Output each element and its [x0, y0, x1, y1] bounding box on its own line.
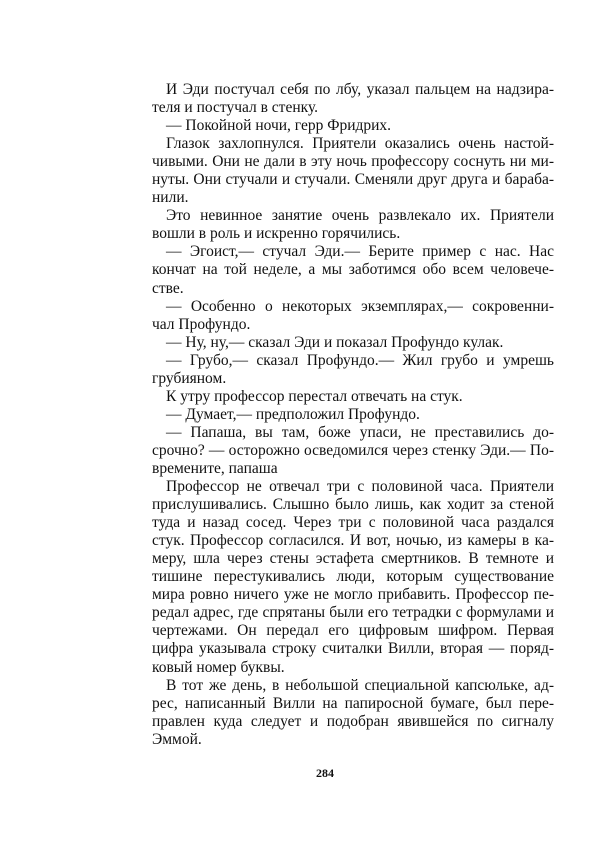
- text-line: К утру профессор перестал отвечать на стук.: [166, 387, 463, 405]
- text-line: грубияном.: [152, 369, 227, 387]
- text-line: чертежами. Он передал его цифровым шифром. Первая: [152, 622, 554, 640]
- text-line: чивыми. Они не дали в эту ночь профессору соснуть ни ми-: [152, 153, 554, 171]
- text-line: В тот же день, в небольшой специальной капсюльке, ад-: [166, 676, 554, 694]
- text-line: Профессор не отвечал три с половиной часа. Приятели: [166, 478, 554, 496]
- text-line: Эммой.: [152, 730, 202, 748]
- text-line: цифра указывала строку считалки Вилли, вторая — поряд-: [152, 640, 554, 658]
- text-line: — Эгоист,— стучал Эди.— Берите пример с нас. Нас: [166, 243, 554, 261]
- text-line: — Ну, ну,— сказал Эди и показал Профундо кулак.: [166, 333, 504, 351]
- text-line: вошли в роль и искренно горячились.: [152, 225, 401, 243]
- text-line: мира ровно ничего уже не могло прибавить. Профессор пе-: [152, 586, 554, 604]
- text-line: стук. Профессор согласился. И вот, ночью, из камеры в ка-: [152, 532, 554, 550]
- text-line: стве.: [152, 279, 184, 297]
- text-line: срочно? — осторожно осведомился через стенку Эди.— По-: [152, 441, 554, 459]
- text-line: туда и назад сосед. Через три с половиной часа раздался: [152, 514, 554, 532]
- text-line: прислушивались. Слышно было лишь, как ходит за стеной: [152, 496, 554, 514]
- text-line: — Особенно о некоторых экземплярах,— сокровенни-: [166, 297, 554, 315]
- text-line: Глазок захлопнулся. Приятели оказались очень настой-: [166, 135, 554, 153]
- text-line: Это невинное занятие очень развлекало их. Приятели: [166, 207, 554, 225]
- text-line: меру, шла через стены эстафета смертников. В темноте и: [152, 550, 554, 568]
- page-text: [152, 81, 554, 749]
- text-line: — Думает,— предположил Профундо.: [166, 405, 420, 423]
- text-line: нили.: [152, 189, 189, 207]
- text-line: — Грубо,— сказал Профундо.— Жил грубо и умрешь: [166, 351, 554, 369]
- text-line: кончат на той неделе, а мы заботимся обо всем человече-: [152, 261, 554, 279]
- text-line: нуты. Они стучали и стучали. Сменяли друг друга и бараба-: [152, 171, 554, 189]
- text-line: рес, написанный Вилли на папиросной бумаге, был пере-: [152, 694, 554, 712]
- text-line: И Эди постучал себя по лбу, указал пальцем на надзира-: [166, 81, 554, 98]
- text-line: теля и постучал в стенку.: [152, 99, 319, 117]
- text-line: правлен куда следует и подобран явившейся по сигналу: [152, 712, 554, 730]
- text-line: — Папаша, вы там, боже упаси, не преставились до-: [166, 423, 554, 441]
- text-line: ковый номер буквы.: [152, 658, 285, 676]
- text-line: редал адрес, где спрятаны были его тетрадки с формулами и: [152, 604, 554, 622]
- page-number: 284: [316, 766, 334, 780]
- text-line: времените, папаша: [152, 459, 278, 477]
- text-line: тишине перестукивались люди, которым существование: [152, 568, 554, 586]
- text-line: — Покойной ночи, герр Фридрих.: [166, 117, 392, 135]
- text-line: чал Профундо.: [152, 315, 251, 333]
